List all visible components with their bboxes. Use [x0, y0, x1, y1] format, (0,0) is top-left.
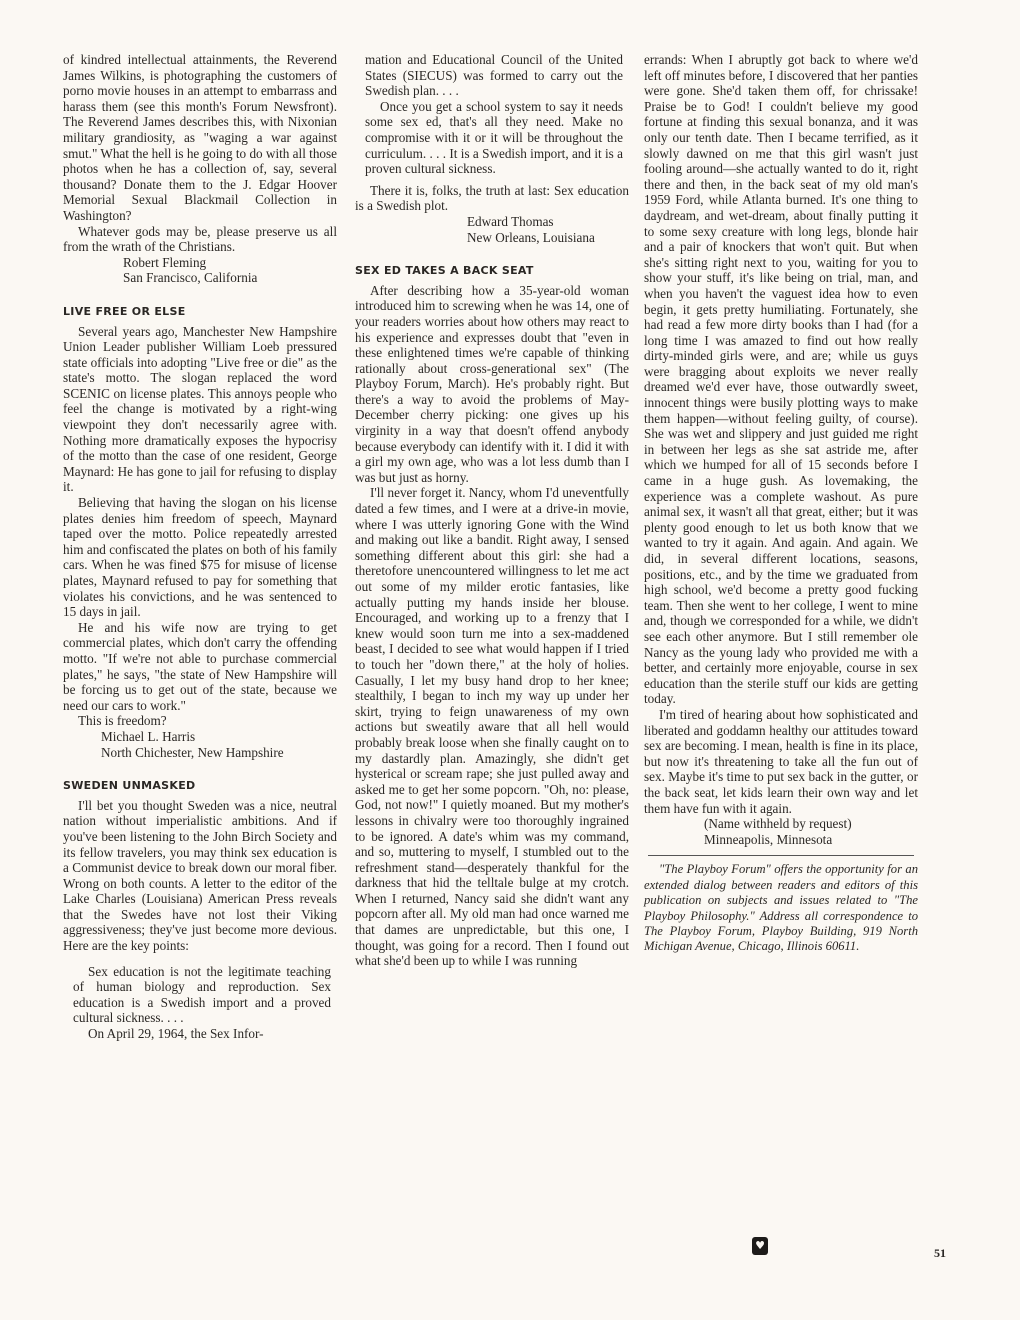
paragraph: There it is, folks, the truth at last: Sex education is a Swedish plot. [355, 182, 629, 214]
quote-paragraph: Sex education is not the legitimate teaching of human biology and reproduction. Sex education is a Swedish import and a proved cultural sickness. . . . [73, 963, 331, 1026]
quote-paragraph: Once you get a school system to say it needs some sex ed, that's all they need. Make no compromise with it or it will be throughout the curriculum. . . . It is a Swedish import, and it is a proven cultural sickness. [365, 98, 623, 177]
section-heading: LIVE FREE OR ELSE [63, 304, 186, 318]
paragraph: Several years ago, Manchester New Hampshire Union Leader publisher William Loeb pressured state officials into adopting "Live free or die" as the state's motto. The slogan replaced the word SCENIC on license plates. This annoys people who feel the change is motivated by a right-wing viewpoint they don't necessarily agree with. Nothing more dramatically exposes the hypocrisy of the motto than the case of one resident, George Maynard: He has gone to jail for refusing to display it. [63, 323, 337, 495]
signature-name: Robert Fleming [123, 254, 207, 270]
column-2 [355, 52, 629, 969]
forum-footer-note: "The Playboy Forum" offers the opportunity for an extended dialog between readers and editors of this publication on subjects and issues related to "The Playboy Philosophy." Address all correspondence to The Playboy Forum, Playboy Building, 919 North Michigan Avenue, Chicago, Illinois 60611. [644, 862, 918, 954]
column-1 [63, 52, 337, 1046]
paragraph: I'm tired of hearing about how sophisticated and liberated and goddamn healthy our attitudes toward sex are becoming. I mean, health is fine in its place, but now it's threatening to take all the fun out of sex. Maybe it's time to put sex back in the gutter, or the back seat, let kids learn their own way and let them have fun with it again. [644, 706, 918, 816]
paragraph: of kindred intellectual attainments, the Reverend James Wilkins, is photographing the customers of porno movie houses in an attempt to embarrass and harass them (see this month's Forum Newsfront). The Reverend James describes this, with Nixonian military grandiosity, as "waging a war against smut." What the hell is he going to do with all those photos when he has a collection of, say, several thousand? Donate them to the J. Edgar Hoover Memorial Sexual Blackmail Collection in Washington? [63, 52, 337, 223]
section-heading: SWEDEN UNMASKED [63, 779, 196, 793]
paragraph: I'll never forget it. Nancy, whom I'd uneventfully dated a few times, and I were at a drive-in movie, where I was utterly ignoring Gone with the Wind and making out like a bandit. Right away, I sensed something different about this girl: she had a theretofore unencountered willingness to let me act out some of my milder erotic fantasies, like actually putting my hands inside her blouse. Encouraged, and working up to a frenzy that I knew would soon turn me into a sex-maddened beast, I decided to see what would happen if I tried to touch her "down there," at the holy of holies. Casually, I let my busy hand drop to her knee; stealthily, I began to inch my way up under her skirt, trying to feign unawareness of my own actions but sweatily aware that all hell would probably break loose when she finally caught on to my dastardly plan. Amazingly, she didn't get hysterical or scream rape; she just pulled away and asked me to get her some popcorn. "Oh, no: please, God, not now!" I quietly moaned. But my mother's lessons in chivalry were too thoroughly ingrained to be ignored. A date's whim was my command, and so, muttering to myself, I stumbled out to the refreshment stand—desperately thankful for the darkness that hid the telltale bulge at my crotch. When I returned, Nancy said she didn't want any popcorn after all. My old man had once warned me that dames are unpredictable, but this one, I thought, was going for a record. Then I found out what she'd been up to while I was running [355, 485, 629, 969]
block-quote [73, 964, 331, 1042]
signature-place: San Francisco, California [123, 270, 258, 286]
paragraph: After describing how a 35-year-old woman introduced him to screwing when he was 14, one of your readers worries about how others may react to his experience and expresses doubt that "even in these enlightened times we're capable of thinking rationally about cross-generational sex" (The Playboy Forum, March). He's probably right. But there's a way to avoid the problems of May-December cherry picking: one gives up his virginity in a way that doesn't offend anybody because everybody can identify with it. I did it with a girl my own age, who was a lot less dumb than I was but just as horny. [355, 282, 629, 485]
divider [648, 855, 914, 856]
section-heading: SEX ED TAKES A BACK SEAT [355, 264, 534, 278]
bunny-logo-icon: ♥ [752, 1237, 768, 1255]
signature-place: North Chichester, New Hampshire [101, 744, 284, 760]
signature-name: Edward Thomas [467, 213, 554, 229]
paragraph: Whatever gods may be, please preserve us all from the wrath of the Christians. [63, 223, 337, 255]
signature-name: Michael L. Harris [101, 728, 196, 744]
quote-paragraph: mation and Educational Council of the United States (SIECUS) was formed to carry out the Swedish plan. . . . [365, 52, 623, 99]
quote-paragraph: On April 29, 1964, the Sex Infor- [88, 1026, 264, 1042]
signature-place: Minneapolis, Minnesota [704, 831, 833, 847]
page-number: 51 [934, 1246, 946, 1260]
paragraph: I'll bet you thought Sweden was a nice, neutral nation without imperialistic ambitions. And if you've been listening to the John Birch Society and its fellow travelers, you may think sex education is a Communist device to break down our moral fiber. Wrong on both counts. A letter to the editor of the Lake Charles (Louisiana) American Press reveals that the Swedes have not lost their Viking aggressiveness; they've just become more devious. Here are the key points: [63, 797, 337, 954]
column-3 [644, 52, 918, 955]
signature-place: New Orleans, Louisiana [467, 229, 595, 245]
paragraph: errands: When I abruptly got back to where we'd left off minutes before, I discovered that her panties were gone. She'd taken them off, for chrissake! Praise be to God! I couldn't believe my good fortune at finding this sexual bonanza, and it was only our tenth date. Then I became terrified, as it slowly dawned on me that this girl wasn't just fooling around—she actually wanted to do it, right there and then, in the back seat of my old man's 1959 Ford, while Atlanta burned. It's one thing to daydream, and wet-dream, about finally putting it to some sexy creature with long legs, blonde hair and a pair of knockers that won't quit. But when she's sitting right next to you, waiting for you to show your stuff, it's like being on trial, man, and when you haven't the vaguest idea how to even begin, it gets pretty humiliating. Fortunately, she had read a few more dirty books than I had (for a long time I was amazed to find out how really dirty-minded girls were, and are; while us guys were bragging about exploits we never really dreamed we'd ever have, those outwardly sweet, innocent things were busily plotting ways to make them happen—without feeling guilty, of course). She was wet and slippery and just guided me right in between her legs as she sat astride me, after which we humped for all of 15 seconds before I came in a huge gush. As lovemaking, the experience was a complete washout. As pure animal sex, it wasn't all that great, either; but it was plenty good enough to let us both know that we wanted to try it again. And again. And again. We did, in several different locations, seasons, positions, etc., and by the time we graduated from high school, we'd become a pretty good fucking team. Then she went to her college, I went to mine and, though we corresponded for a while, we didn't see each other anymore. But I still remember ole Nancy as the young lady who provided me with a better, and certainly more enjoyable, course in sex education than the sterile stuff our kids are getting today. [644, 52, 918, 707]
paragraph: He and his wife now are trying to get commercial plates, which don't carry the offending motto. "If we're not able to purchase commercial plates," he says, "the state of New Hampshire will be forcing us to get out of the state, because we need our cars to work." [63, 619, 337, 713]
block-quote [365, 52, 623, 177]
paragraph: Believing that having the slogan on his license plates denies him freedom of speech, Maynard taped over the motto. Police repeatedly arrested him and confiscated the plates on both of his family cars. When he was fined $75 for misuse of license plates, Maynard refused to pay for something that violates his convictions, and he was sentenced to 15 days in jail. [63, 495, 337, 620]
paragraph: This is freedom? [78, 713, 167, 729]
signature-name: (Name withheld by request) [704, 816, 852, 832]
